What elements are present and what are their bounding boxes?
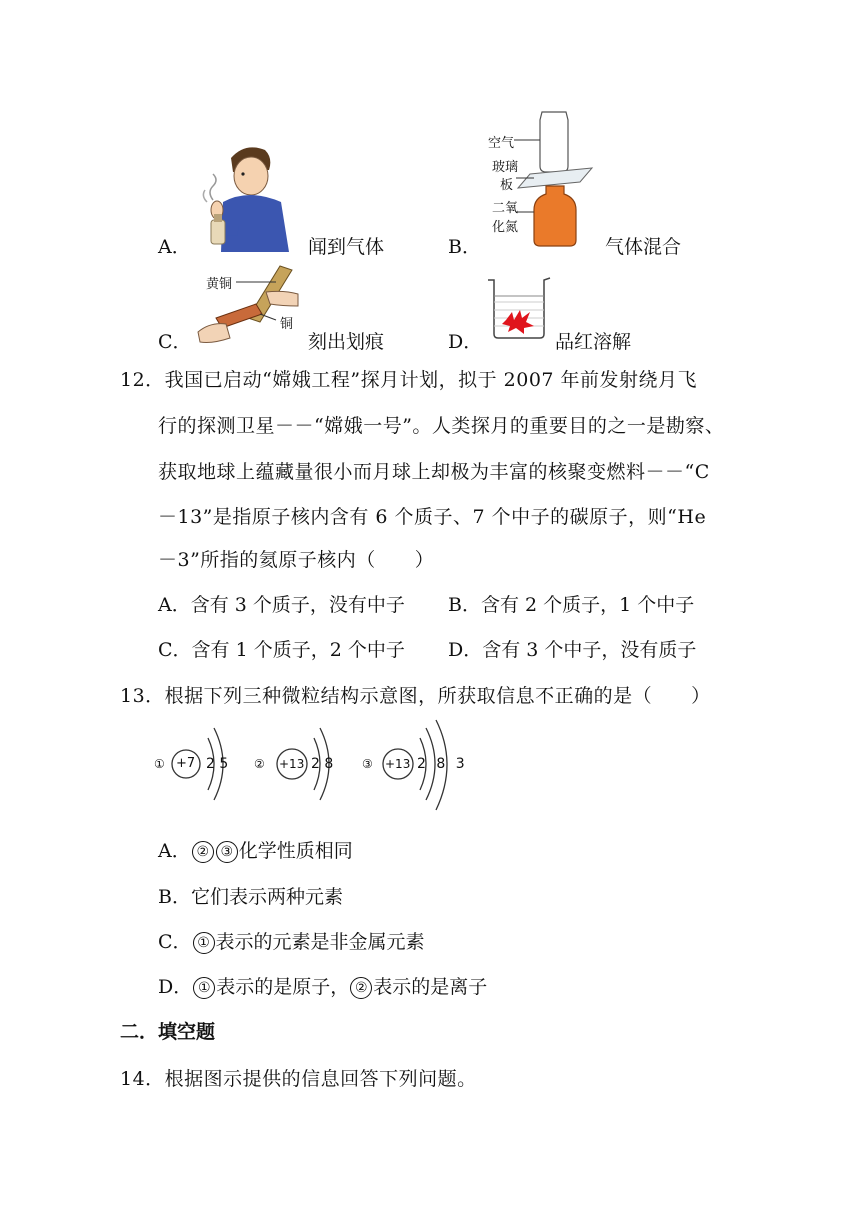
figure-beaker-dissolving bbox=[484, 276, 554, 342]
fig-b-label-plate: 板 bbox=[500, 178, 514, 193]
q12-option-c: C．含有 1 个质子，2 个中子 bbox=[158, 639, 405, 661]
option-c-letter: C． bbox=[158, 331, 192, 353]
q13-option-c-text: 表示的元素是非金属元素 bbox=[215, 931, 425, 953]
q13-option-b-text: 它们表示两种元素 bbox=[190, 886, 343, 908]
q13-option-a bbox=[158, 836, 353, 863]
atom-3-marker: ③ bbox=[362, 757, 373, 771]
option-b-caption: 气体混合 bbox=[605, 236, 682, 258]
q14-stem: 14．根据图示提供的信息回答下列问题。 bbox=[120, 1068, 477, 1090]
q13-option-b bbox=[158, 882, 343, 909]
atom-2-marker: ② bbox=[254, 757, 265, 771]
q12-stem-line-3: 获取地球上蕴藏量很小而月球上却极为丰富的核聚变燃料－－“C bbox=[158, 461, 710, 483]
fig-c-label-copper: 铜 bbox=[280, 317, 294, 332]
q12-option-a: A．含有 3 个质子，没有中子 bbox=[158, 594, 405, 616]
fig-b-label-glass: 玻璃 bbox=[492, 160, 519, 175]
figure-smelling-gas bbox=[193, 140, 297, 254]
atom-3-nucleus: +13 bbox=[385, 757, 411, 771]
q12-option-d: D．含有 3 个中子，没有质子 bbox=[448, 639, 697, 661]
option-c-caption: 刻出划痕 bbox=[308, 331, 385, 353]
circled-1: ① bbox=[193, 932, 215, 954]
q13-option-c-prefix: C． bbox=[158, 931, 192, 953]
fig-b-label-no2-1: 二氧 bbox=[492, 201, 519, 216]
atom-2-nucleus: +13 bbox=[279, 757, 305, 771]
q13-option-a-prefix: A． bbox=[158, 840, 191, 862]
q13-stem: 13．根据下列三种微粒结构示意图，所获取信息不正确的是（ ） bbox=[120, 685, 711, 707]
section-title: 二．填空题 bbox=[120, 1021, 216, 1043]
circled-2: ② bbox=[350, 977, 372, 999]
atom-1-marker: ① bbox=[154, 757, 165, 771]
circled-1: ① bbox=[193, 977, 215, 999]
circled-2: ② bbox=[192, 841, 214, 863]
q12-stem-line-1: 12．我国已启动“嫦娥工程”探月计划，拟于 2007 年前发射绕月飞 bbox=[120, 369, 698, 391]
q13-option-d-mid: 表示的是原子， bbox=[216, 976, 350, 998]
q13-option-d bbox=[158, 972, 487, 999]
option-d-letter: D． bbox=[448, 331, 483, 353]
q12-stem-line-2: 行的探测卫星－－“嫦娥一号”。人类探月的重要目的之一是勘察、 bbox=[158, 415, 725, 437]
q13-option-c bbox=[158, 927, 425, 954]
option-a-letter: A． bbox=[158, 236, 191, 258]
atom-2-shells: 2 8 bbox=[311, 756, 334, 772]
circled-3: ③ bbox=[216, 841, 238, 863]
atom-3-shells: 2 8 3 bbox=[417, 756, 465, 772]
q12-stem-line-5: －3”所指的氦原子核内（ ） bbox=[158, 549, 435, 571]
q13-option-b-prefix: B． bbox=[158, 886, 191, 908]
q12-stem-line-4: －13”是指原子核内含有 6 个质子、7 个中子的碳原子，则“He bbox=[158, 506, 707, 528]
atom-1-nucleus: +7 bbox=[176, 756, 196, 771]
q12-option-b: B．含有 2 个质子，1 个中子 bbox=[448, 594, 695, 616]
q13-option-d-text: 表示的是离子 bbox=[373, 976, 488, 998]
option-b-letter: B． bbox=[448, 236, 481, 258]
q13-option-d-prefix: D． bbox=[158, 976, 193, 998]
atom-1-shells: 2 5 bbox=[206, 756, 229, 772]
fig-b-label-air: 空气 bbox=[488, 136, 515, 151]
option-a-caption: 闻到气体 bbox=[308, 236, 385, 258]
fig-b-label-no2-2: 化氮 bbox=[492, 220, 519, 235]
option-d-caption: 品红溶解 bbox=[555, 331, 632, 353]
q13-option-a-text: 化学性质相同 bbox=[238, 840, 353, 862]
fig-c-label-brass: 黄铜 bbox=[206, 277, 233, 292]
